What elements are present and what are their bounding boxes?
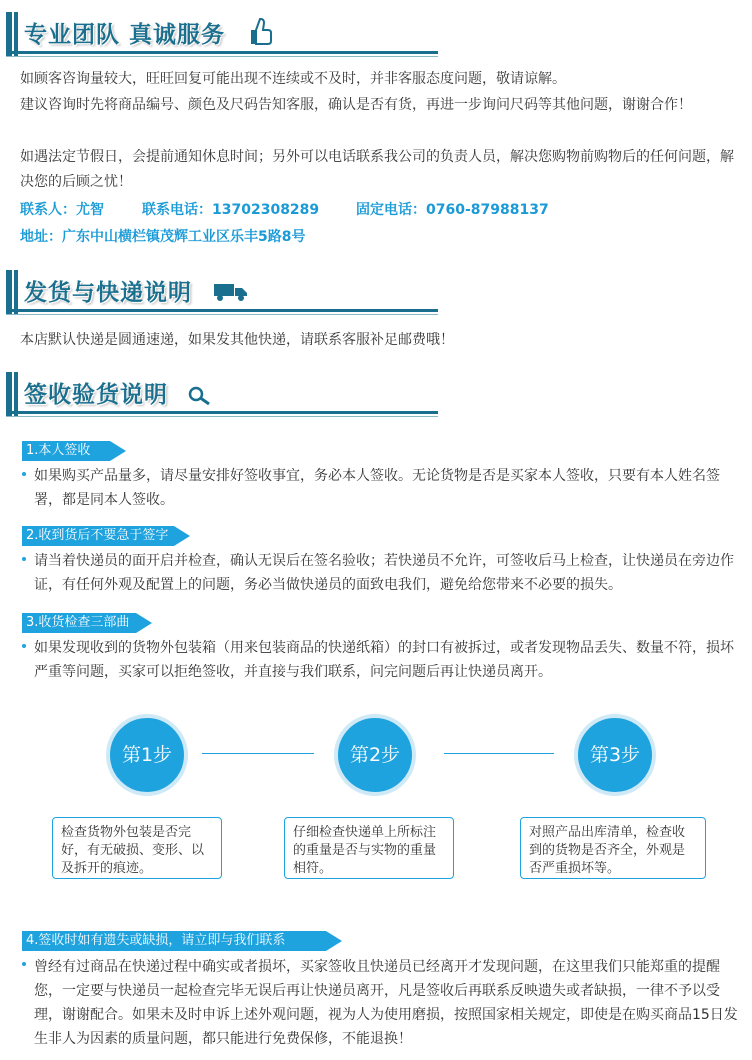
header-underline (6, 411, 438, 414)
receipt-tag-4: 4.签收时如有遗失或缺损，请立即与我们联系 (22, 931, 326, 951)
receipt-text-2: 请当着快递员的面开启并检查，确认无误后在签名验收；若快递员不允许，可签收后马上检查，让快递员在旁边作证，有任何外观及配置上的问题，务必当做快递员的面致电我们，避免给您带来不必要的损失。 (34, 553, 734, 593)
contact-person: 联系人：尤智 (20, 202, 104, 218)
header-underline (6, 51, 438, 54)
header-accent-bar (6, 270, 12, 314)
receipt-text-4: 曾经有过商品在快递过程中确实或者损坏，买家签收且快递员已经离开才发现问题，在这里我们只能郑重的提醒您，一定要与快递员一起检查完毕无误后再让快递员离开，凡是签收后再联系反映遗失或者缺损，一律不予以受理，谢谢配合。如果未及时申诉上述外观问题，视为人为使用磨损，按照国家相关规定，即使是在购买商品15日发生非人为因素的质量问题，都只能进行免费保修，不能退换！ (34, 959, 738, 1047)
shipping-note: 本店默认快递是圆通速递，如果发其他快递，请联系客服补足邮费哦！ (20, 332, 454, 348)
step-2-description: 仔细检查快递单上所标注的重量是否与实物的重量相符。 (284, 817, 454, 879)
bullet-dot (22, 644, 26, 648)
header-accent-bar (14, 372, 18, 416)
section-title: 签收验货说明 (24, 382, 168, 408)
bullet-dot (22, 472, 26, 476)
step-3-circle: 第3步 (574, 714, 656, 796)
magnifier-icon (188, 386, 212, 406)
receipt-text-1: 如果购买产品量多，请尽量安排好签收事宜，务必本人签收。无论货物是否是买家本人签收，只要有本人姓名签署，都是同本人签收。 (34, 468, 720, 508)
service-note: 如顾客咨询量较大，旺旺回复可能出现不连续或不及时，并非客服态度问题，敬请谅解。 (20, 71, 566, 87)
step-2-circle: 第2步 (334, 714, 416, 796)
step-1-circle: 第1步 (106, 714, 188, 796)
truck-icon (214, 282, 248, 302)
section-title: 发货与快递说明 (24, 280, 192, 306)
receipt-tag-1: 1.本人签收 (22, 441, 110, 461)
step-connector (202, 753, 314, 754)
step-3-description: 对照产品出库清单，检查收到的货物是否齐全，外观是否严重损坏等。 (520, 817, 706, 879)
header-underline (6, 56, 438, 57)
header-underline (6, 309, 438, 312)
header-accent-bar (6, 12, 12, 56)
header-accent-bar (6, 372, 12, 416)
step-1-description: 检查货物外包装是否完好，有无破损、变形、以及拆开的痕迹。 (52, 817, 222, 879)
bullet-dot (22, 557, 26, 561)
fixed-phone: 固定电话：0760-87988137 (356, 202, 549, 218)
service-note: 建议咨询时先将商品编号、颜色及尺码告知客服，确认是否有货，再进一步询问尺码等其他问题，谢谢合作！ (20, 97, 692, 113)
bullet-dot (22, 962, 26, 966)
section-header-shipping (0, 264, 752, 316)
section-header-receipt (0, 366, 752, 418)
receipt-tag-3: 3.收货检查三部曲 (22, 613, 136, 633)
section-title: 专业团队 真诚服务 (24, 22, 226, 48)
header-underline (6, 416, 438, 417)
section-header-service (0, 6, 752, 58)
header-underline (6, 314, 438, 315)
address: 地址：广东中山横栏镇茂辉工业区乐丰5路8号 (20, 229, 306, 245)
step-connector (444, 753, 554, 754)
receipt-text-3: 如果发现收到的货物外包装箱（用来包装商品的快递纸箱）的封口有被拆过，或者发现物品丢失、数量不符，损坏严重等问题，买家可以拒绝签收，并直接与我们联系，问完问题后再让快递员离开。 (34, 640, 734, 680)
service-note: 如遇法定节假日，会提前通知休息时间；另外可以电话联系我公司的负责人员，解决您购物前购物后的任何问题，解决您的后顾之忧！ (20, 149, 734, 190)
header-accent-bar (14, 270, 18, 314)
thumbs-up-icon (250, 16, 272, 46)
receipt-tag-2: 2.收到货后不要急于签字 (22, 526, 174, 546)
header-accent-bar (14, 12, 18, 56)
contact-phone: 联系电话：13702308289 (142, 202, 320, 218)
